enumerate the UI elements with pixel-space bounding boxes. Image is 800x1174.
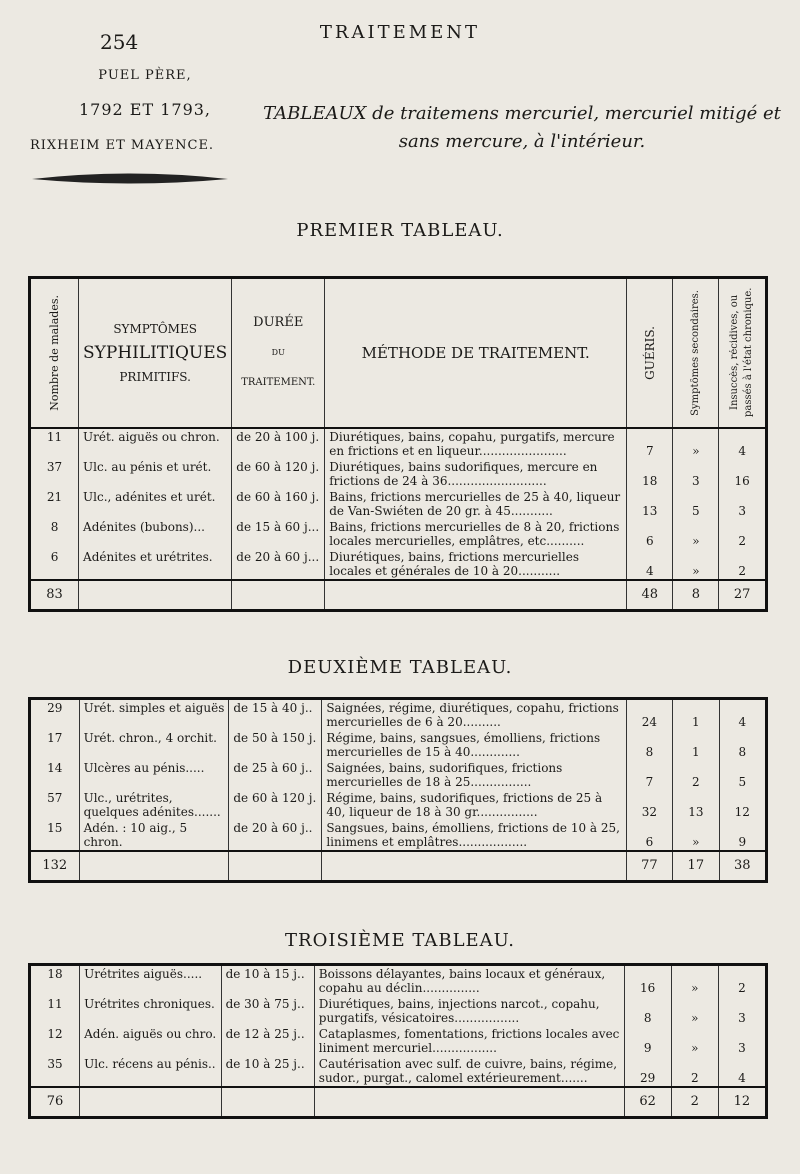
- sidebar-author: PUEL PÈRE,: [98, 68, 192, 83]
- table-row: [30, 790, 767, 820]
- total-s: 8: [673, 580, 719, 611]
- cell-n: 15: [30, 820, 80, 851]
- cell-g: 7: [626, 760, 672, 790]
- cell-i: 8: [719, 730, 766, 760]
- table-row: [30, 549, 767, 580]
- total-n: 76: [30, 1087, 80, 1118]
- total-i: 38: [719, 851, 766, 882]
- cell-dur: de 10 à 25 j..: [221, 1056, 314, 1087]
- cell-n: 11: [30, 996, 80, 1026]
- subtitle-line-1: TABLEAUX de traitemens mercuriel, mercuriel mitigé et: [263, 103, 781, 124]
- cell-i: 2: [719, 519, 767, 549]
- cell-met: Cataplasmes, fomentations, frictions locales avec liniment mercuriel.................: [314, 1026, 624, 1056]
- flourish-ornament: [30, 170, 230, 188]
- cell-s: »: [671, 965, 718, 997]
- cell-i: 9: [719, 820, 766, 851]
- cell-dur: de 20 à 60 j..: [229, 820, 322, 851]
- cell-dur: de 20 à 60 j...: [232, 549, 325, 580]
- cell-i: 4: [719, 428, 767, 459]
- total-i: 12: [718, 1087, 766, 1118]
- cell-met: Bains, frictions mercurielles de 8 à 20, frictions locales mercurielles, emplâtres, etc..........: [325, 519, 627, 549]
- cell-s: 3: [673, 459, 719, 489]
- cell-s: 2: [673, 760, 719, 790]
- cell-n: 12: [30, 1026, 80, 1056]
- total-i: 27: [719, 580, 767, 611]
- cell-met: Saignées, régime, diurétiques, copahu, frictions mercurielles de 6 à 20..........: [322, 699, 626, 731]
- cell-g: 6: [627, 519, 673, 549]
- cell-i: 3: [718, 1026, 766, 1056]
- cell-sym: Ulcères au pénis.....: [79, 760, 229, 790]
- total-empty-cell: [314, 1087, 624, 1118]
- cell-g: 18: [627, 459, 673, 489]
- total-s: 2: [671, 1087, 718, 1118]
- cell-i: 12: [719, 790, 766, 820]
- cell-sym: Adénites et urétrites.: [79, 549, 232, 580]
- cell-sym: Ulc. au pénis et urét.: [79, 459, 232, 489]
- cell-n: 14: [30, 760, 80, 790]
- table-row: [30, 760, 767, 790]
- table-row: [30, 459, 767, 489]
- cell-sym: Urétrites aiguës.....: [80, 965, 221, 997]
- header-duree: DURÉE DU TRAITEMENT.: [232, 278, 325, 428]
- sidebar-years: 1792 ET 1793,: [78, 100, 212, 119]
- cell-i: 2: [718, 965, 766, 997]
- cell-met: Cautérisation avec sulf. de cuivre, bains, régime, sudor., purgat., calomel extérieurement.......: [314, 1056, 624, 1087]
- total-g: 48: [627, 580, 673, 611]
- cell-i: 3: [719, 489, 767, 519]
- total-empty-cell: [322, 851, 626, 882]
- cell-dur: de 50 à 150 j.: [229, 730, 322, 760]
- header-gueris: GUÉRIS.: [627, 278, 673, 428]
- cell-g: 32: [626, 790, 672, 820]
- total-n: 132: [30, 851, 80, 882]
- cell-dur: de 12 à 25 j..: [221, 1026, 314, 1056]
- cell-sym: Adén. : 10 aig., 5 chron.: [79, 820, 229, 851]
- cell-s: 13: [673, 790, 719, 820]
- cell-sym: Urét. chron., 4 orchit.: [79, 730, 229, 760]
- cell-g: 13: [627, 489, 673, 519]
- total-n: 83: [30, 580, 79, 611]
- header-nombre: Nombre de malades.: [30, 278, 79, 428]
- table-row: [30, 1056, 767, 1087]
- cell-n: 8: [30, 519, 79, 549]
- total-g: 77: [626, 851, 672, 882]
- cell-s: »: [673, 519, 719, 549]
- table-3: [28, 963, 768, 1119]
- table-2-title: DEUXIÈME TABLEAU.: [287, 657, 513, 678]
- header-secondaires: Symptômes secondaires.: [673, 278, 719, 428]
- cell-sym: Ulc. récens au pénis..: [80, 1056, 221, 1087]
- cell-i: 4: [718, 1056, 766, 1087]
- total-empty-cell: [229, 851, 322, 882]
- cell-met: Boissons délayantes, bains locaux et généraux, copahu au déclin...............: [314, 965, 624, 997]
- cell-dur: de 20 à 100 j.: [232, 428, 325, 459]
- cell-n: 11: [30, 428, 79, 459]
- total-empty-cell: [79, 851, 229, 882]
- cell-met: Diurétiques, bains sudorifiques, mercure en frictions de 24 à 36..........................: [325, 459, 627, 489]
- cell-n: 17: [30, 730, 80, 760]
- table-row: [30, 489, 767, 519]
- table-3-title: TROISIÈME TABLEAU.: [285, 930, 515, 951]
- cell-n: 18: [30, 965, 80, 997]
- total-empty-cell: [232, 580, 325, 611]
- total-row: [30, 580, 767, 611]
- cell-i: 5: [719, 760, 766, 790]
- cell-i: 3: [718, 996, 766, 1026]
- cell-n: 35: [30, 1056, 80, 1087]
- table-row: [30, 820, 767, 851]
- cell-sym: Adénites (bubons)...: [79, 519, 232, 549]
- cell-n: 6: [30, 549, 79, 580]
- cell-sym: Urét. simples et aiguës: [79, 699, 229, 731]
- cell-dur: de 60 à 120 j.: [232, 459, 325, 489]
- cell-sym: Urétrites chroniques.: [80, 996, 221, 1026]
- cell-dur: de 30 à 75 j..: [221, 996, 314, 1026]
- table-row: [30, 965, 767, 997]
- header-methode: MÉTHODE DE TRAITEMENT.: [325, 278, 627, 428]
- table-row: [30, 1026, 767, 1056]
- cell-met: Régime, bains, sangsues, émolliens, frictions mercurielles de 15 à 40.............: [322, 730, 626, 760]
- cell-sym: Ulc., adénites et urét.: [79, 489, 232, 519]
- cell-g: 8: [624, 996, 671, 1026]
- page-number: 254: [100, 30, 139, 54]
- table-row: [30, 730, 767, 760]
- cell-met: Sangsues, bains, émolliens, frictions de 10 à 25, linimens et emplâtres..................: [322, 820, 626, 851]
- cell-g: 9: [624, 1026, 671, 1056]
- cell-met: Diurétiques, bains, injections narcot., copahu, purgatifs, vésicatoires.................: [314, 996, 624, 1026]
- total-s: 17: [673, 851, 719, 882]
- total-empty-cell: [325, 580, 627, 611]
- cell-n: 29: [30, 699, 80, 731]
- cell-dur: de 10 à 15 j..: [221, 965, 314, 997]
- cell-g: 7: [627, 428, 673, 459]
- cell-s: 1: [673, 730, 719, 760]
- cell-dur: de 60 à 120 j.: [229, 790, 322, 820]
- header-symptomes: SYMPTÔMES SYPHILITIQUES PRIMITIFS.: [79, 278, 232, 428]
- subtitle: [262, 100, 782, 156]
- total-row: [30, 851, 767, 882]
- cell-met: Diurétiques, bains, frictions mercurielles locales et générales de 10 à 20...........: [325, 549, 627, 580]
- cell-dur: de 15 à 60 j...: [232, 519, 325, 549]
- cell-i: 2: [719, 549, 767, 580]
- cell-s: »: [673, 820, 719, 851]
- cell-g: 6: [626, 820, 672, 851]
- running-title: TRAITEMENT: [319, 22, 481, 43]
- cell-s: 5: [673, 489, 719, 519]
- header-insucces: Insuccès, récidives, ou passés à l'état chronique.: [719, 278, 767, 428]
- cell-g: 24: [626, 699, 672, 731]
- cell-s: »: [671, 996, 718, 1026]
- cell-g: 16: [624, 965, 671, 997]
- subtitle-line-2: sans mercure, à l'intérieur.: [398, 131, 646, 152]
- total-row: [30, 1087, 767, 1118]
- cell-met: Régime, bains, sudorifiques, frictions de 25 à 40, liqueur de 18 à 30 gr................: [322, 790, 626, 820]
- cell-sym: Adén. aiguës ou chro.: [80, 1026, 221, 1056]
- cell-s: »: [673, 549, 719, 580]
- table-1: [28, 276, 768, 612]
- total-empty-cell: [80, 1087, 221, 1118]
- cell-sym: Ulc., urétrites, quelques adénites.......: [79, 790, 229, 820]
- table-row: [30, 996, 767, 1026]
- cell-s: »: [671, 1026, 718, 1056]
- cell-dur: de 60 à 160 j.: [232, 489, 325, 519]
- cell-n: 37: [30, 459, 79, 489]
- cell-met: Saignées, bains, sudorifiques, frictions mercurielles de 18 à 25................: [322, 760, 626, 790]
- table-row: [30, 699, 767, 731]
- table-row: [30, 519, 767, 549]
- cell-i: 16: [719, 459, 767, 489]
- cell-s: »: [673, 428, 719, 459]
- cell-dur: de 15 à 40 j..: [229, 699, 322, 731]
- cell-dur: de 25 à 60 j..: [229, 760, 322, 790]
- cell-g: 8: [626, 730, 672, 760]
- cell-s: 2: [671, 1056, 718, 1087]
- cell-met: Bains, frictions mercurielles de 25 à 40, liqueur de Van-Swiéten de 20 gr. à 45...........: [325, 489, 627, 519]
- cell-n: 21: [30, 489, 79, 519]
- cell-sym: Urét. aiguës ou chron.: [79, 428, 232, 459]
- cell-i: 4: [719, 699, 766, 731]
- cell-met: Diurétiques, bains, copahu, purgatifs, mercure en frictions et en liqueur.......................: [325, 428, 627, 459]
- table-row: [30, 428, 767, 459]
- cell-g: 4: [627, 549, 673, 580]
- total-g: 62: [624, 1087, 671, 1118]
- table-1-title: PREMIER TABLEAU.: [296, 220, 504, 241]
- table-2: [28, 697, 768, 883]
- sidebar-places: RIXHEIM ET MAYENCE.: [30, 138, 215, 153]
- cell-g: 29: [624, 1056, 671, 1087]
- total-empty-cell: [79, 580, 232, 611]
- cell-n: 57: [30, 790, 80, 820]
- cell-s: 1: [673, 699, 719, 731]
- total-empty-cell: [221, 1087, 314, 1118]
